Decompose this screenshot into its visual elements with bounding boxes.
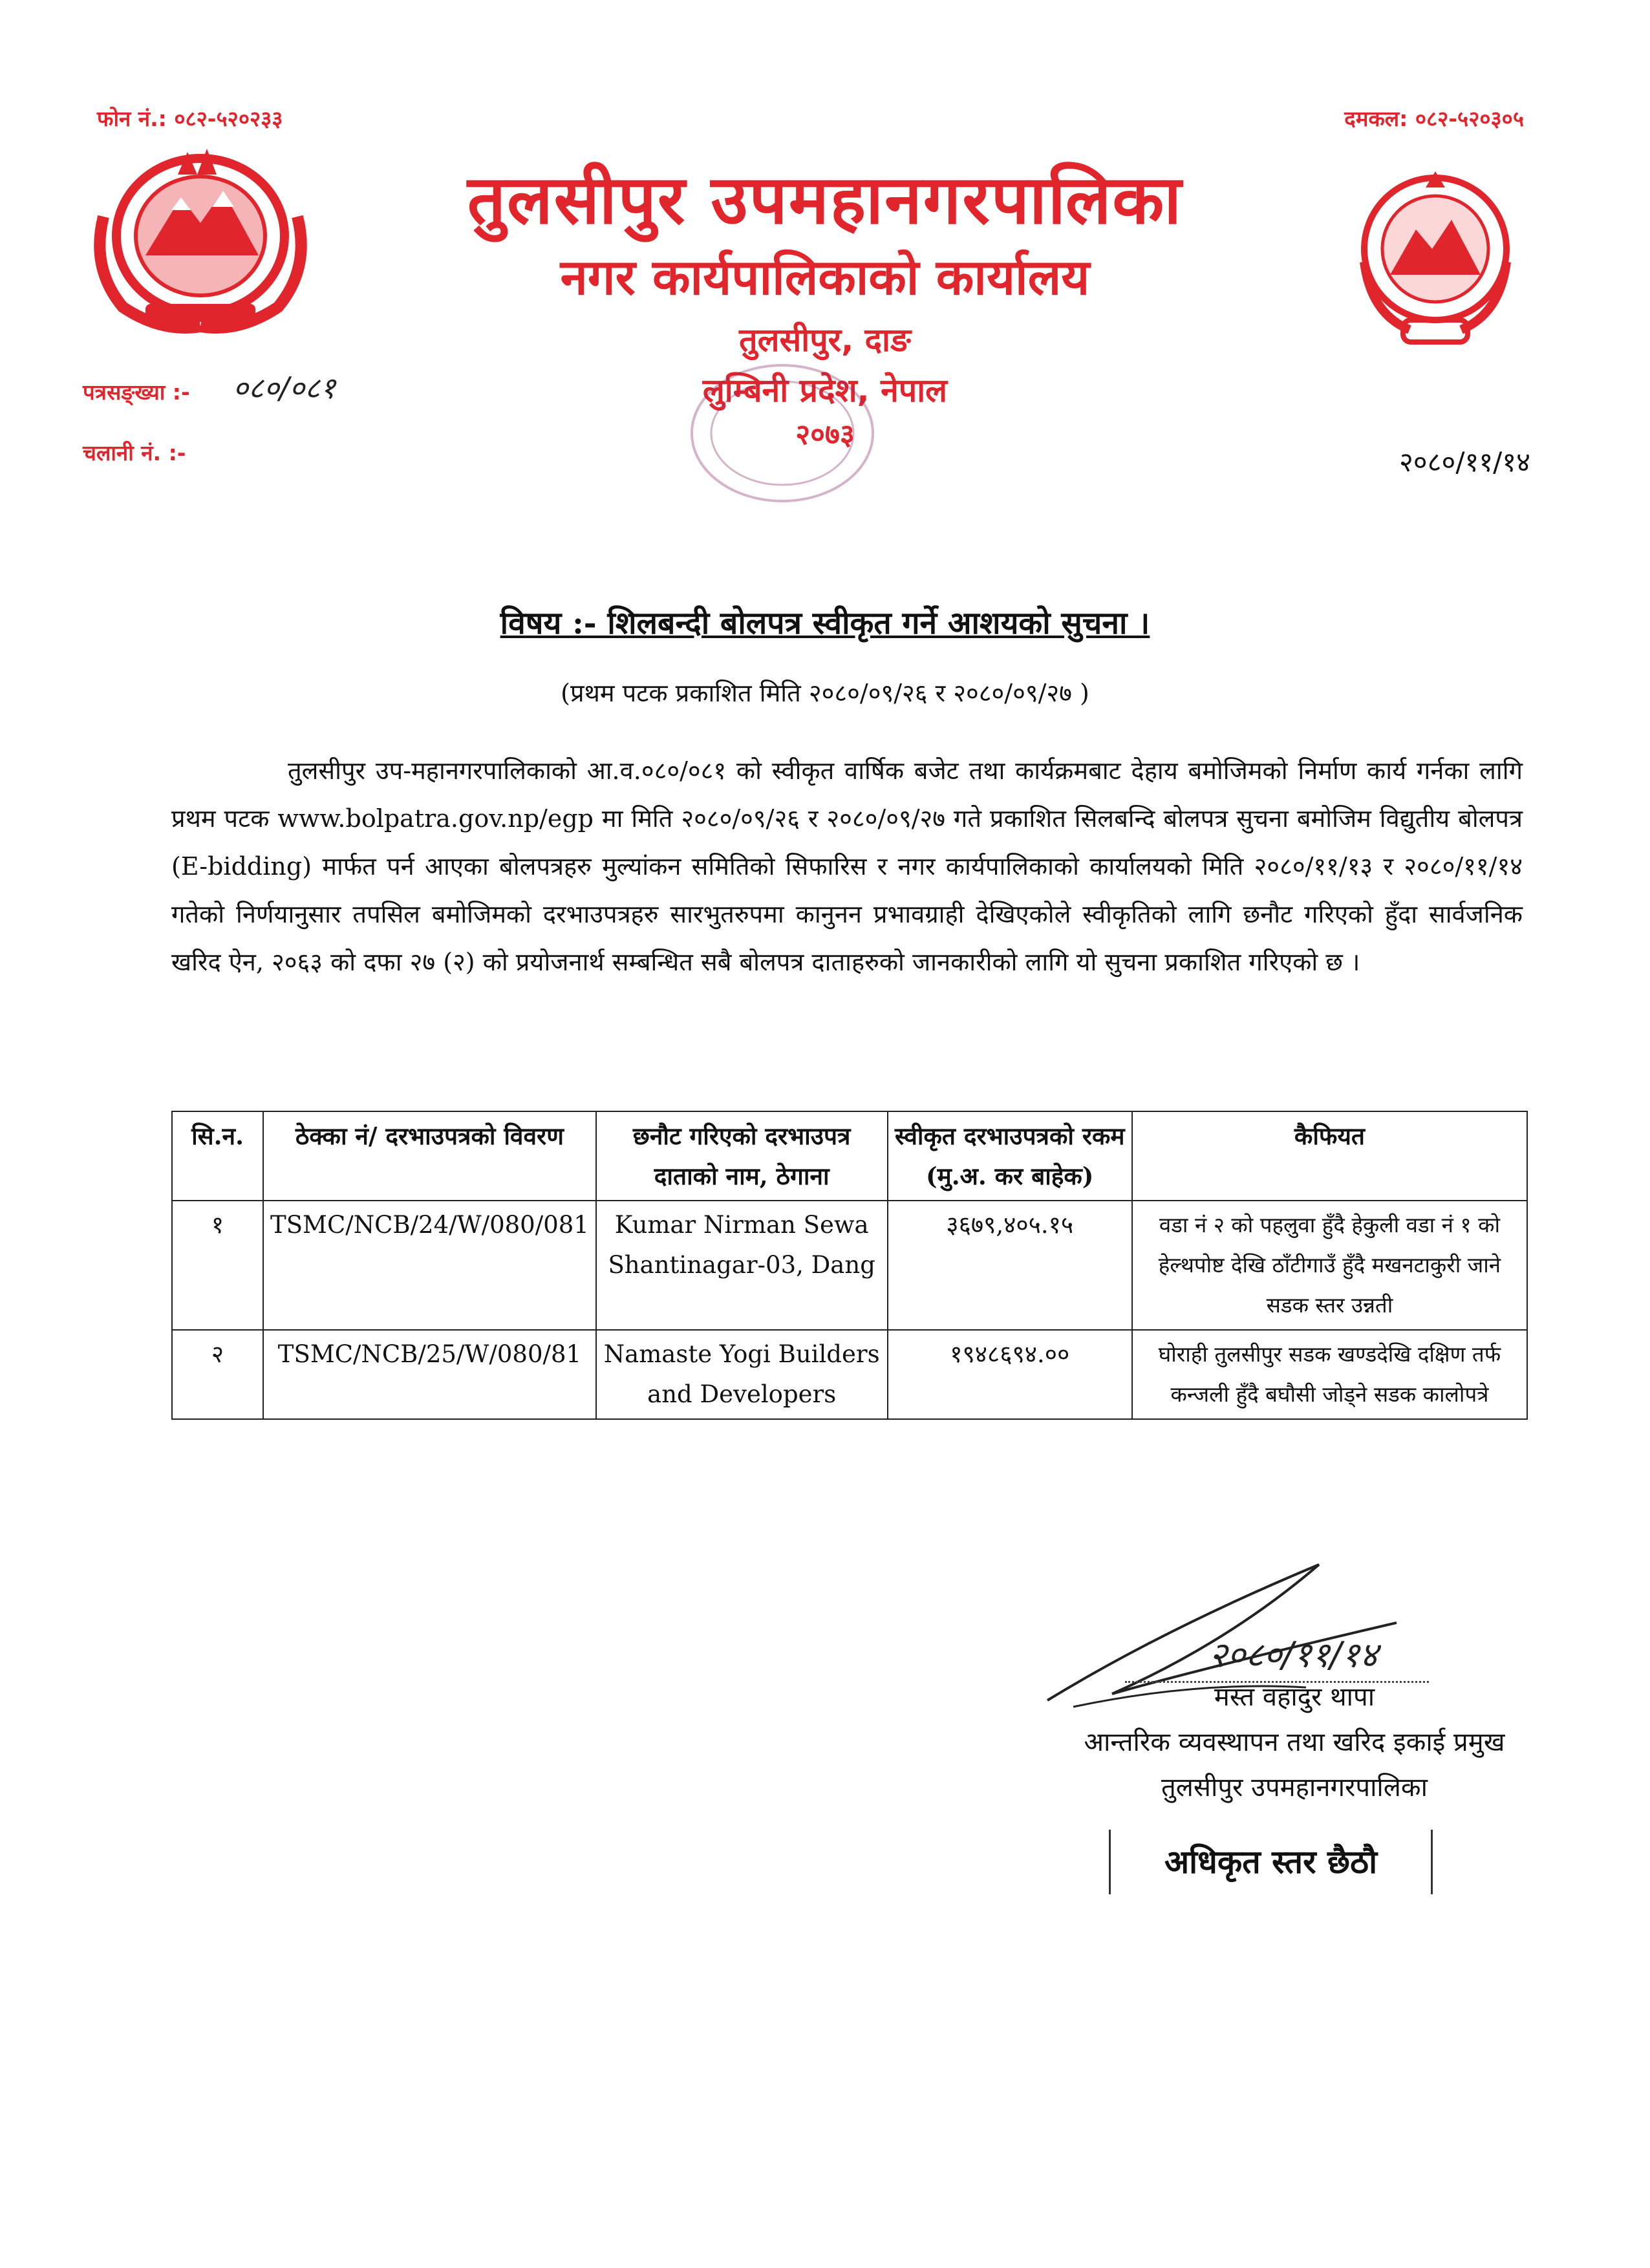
awarded-bids-table [171,1111,1528,1420]
dispatch-number-label: चलानी नं. :- [83,440,186,465]
header-bidder: छनौट गरिएको दरभाउपत्र दाताको नाम, ठेगाना [596,1111,888,1201]
signatory-title: आन्तरिक व्यवस्थापन तथा खरिद इकाई प्रमुख [1084,1728,1505,1757]
table-row [172,1330,1527,1419]
cell-bidder: Kumar Nirman Sewa Shantinagar-03, Dang [596,1201,888,1330]
cell-amount: १९४८६९४.०० [888,1330,1132,1419]
cell-serial: १ [172,1201,263,1330]
letter-number-value: ०८०/०८१ [233,370,336,405]
table-header-row [172,1111,1527,1201]
office-place: तुलसीपुर, दाङ [739,321,911,359]
table-row [172,1201,1527,1330]
org-name: तुलसीपुर उपमहानगरपालिका [467,160,1183,239]
header-amount: स्वीकृत दरभाउपत्रको रकम (मु.अ. कर बाहेक) [888,1111,1132,1201]
cell-remarks: वडा नं २ को पहलुवा हुँदै हेकुली वडा नं १ को हेल्थपोष्ट देखि ठाँटीगाउँ हुँदै मखनटाकुरी जाने सडक स्तर उन्नती [1132,1201,1527,1330]
established-year: २०७३ [795,418,855,451]
cell-contract: TSMC/NCB/24/W/080/081 [263,1201,596,1330]
publication-dates: (प्रथम पटक प्रकाशित मिति २०८०/०९/२६ र २०८०/०९/२७ ) [561,679,1089,707]
cell-amount: ३६७९,४०५.१५ [888,1201,1132,1330]
notice-subject [0,601,1650,643]
header-contract: ठेक्का नं/ दरभाउपत्रको विवरण [263,1111,596,1201]
phone-number: फोन नं.: ०८२-५२०२३३ [97,106,283,131]
notice-body: तुलसीपुर उप-महानगरपालिकाको आ.व.०८०/०८१ को स्वीकृत वार्षिक बजेट तथा कार्यक्रमबाट देहाय बमोजिमको निर्माण कार्य गर्नका लागि प्रथम पटक www.bolpatra.gov.np/egp मा मिति २०८०/०९/२६ र २०८०/०९/२७ गते प्रकाशित सिलबन्दि बोलपत्र सुचना बमोजिम विद्युतीय बोलपत्र (E-bidding) मार्फत पर्न आएका बोलपत्रहरु मुल्यांकन समितिको सिफारिस र नगर कार्यपालिकाको कार्यालयको मिति २०८०/११/१३ र २०८०/११/१४ गतेको निर्णयानुसार तपसिल बमोजिमको दरभाउपत्रहरु सारभुतरुपमा कानुनन प्रभावग्राही देखिएकोले स्वीकृतिको लागि छनौट गरिएको हुँदा सार्वजनिक खरिद ऐन, २०६३ को दफा २७ (२) को प्रयोजनार्थ सम्बन्धित सबै बोलपत्र दाताहरुको जानकारीको लागि यो सुचना प्रकाशित गरिएको छ । [171,756,1523,976]
officer-rank-stamp: अधिकृत स्तर छैठौ [1109,1830,1433,1894]
signature-date: २०८०/११/१४ [1209,1634,1378,1675]
office-stamp-icon [685,359,879,508]
office-province: लुम्बिनी प्रदेश, नेपाल [702,372,948,409]
cell-serial: २ [172,1330,263,1419]
cell-remarks: घोराही तुलसीपुर सडक खण्डदेखि दक्षिण तर्फ कन्जली हुँदै बघौसी जोड्ने सडक कालोपत्रे [1132,1330,1527,1419]
fire-number: दमकल: ०८२-५२०३०५ [1344,106,1524,131]
signatory-block [1036,1674,1553,1810]
notice-subject-text: विषय :- शिलबन्दी बोलपत्र स्वीकृत गर्ने आशयको सुचना । [500,605,1150,641]
letter-date: २०८०/११/१४ [1398,446,1530,478]
letter-number-label: पत्रसङ्ख्या :- [83,380,190,405]
header-remarks: कैफियत [1132,1111,1527,1201]
office-name: नगर कार्यपालिकाको कार्यालय [560,248,1090,306]
signatory-name: मस्त वहादुर थापा [1214,1682,1375,1712]
cell-bidder: Namaste Yogi Builders and Developers [596,1330,888,1419]
signatory-org: तुलसीपुर उपमहानगरपालिका [1161,1773,1428,1803]
cell-contract: TSMC/NCB/25/W/080/81 [263,1330,596,1419]
header-serial: सि.न. [172,1111,263,1201]
